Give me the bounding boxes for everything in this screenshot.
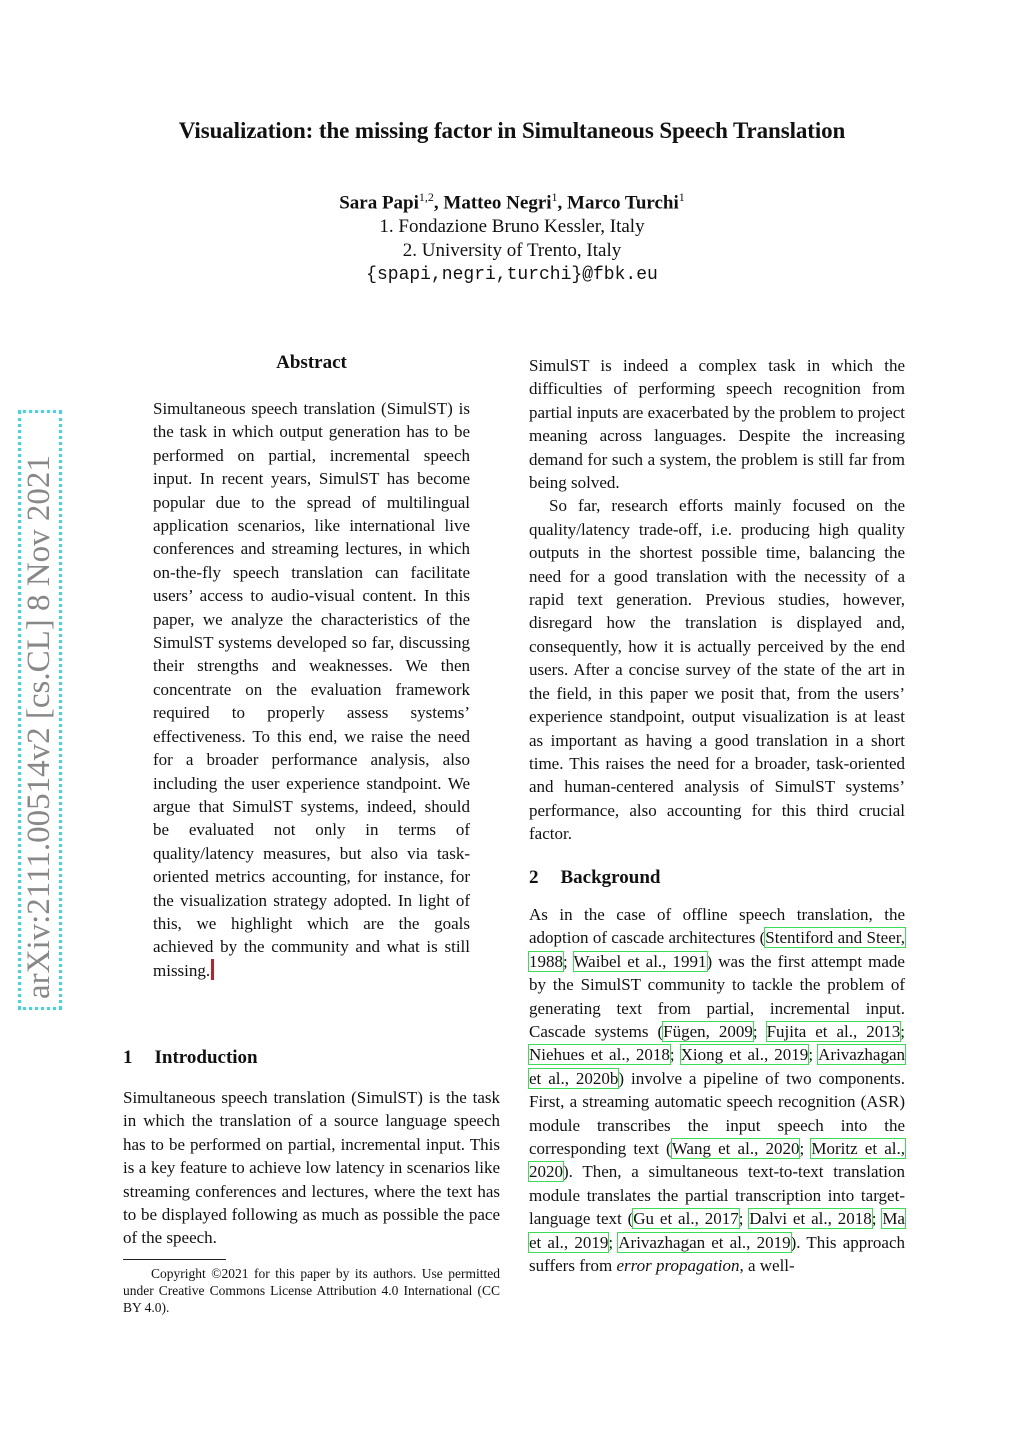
citation-link[interactable]: Fügen, 2009 (663, 1021, 753, 1041)
citation-link[interactable]: Dalvi et al., 2018 (749, 1209, 872, 1229)
author-block (0, 185, 1024, 287)
citation-link[interactable]: Ma et al., 2019 (529, 1209, 905, 1252)
citation-link[interactable]: Moritz et al., 2020 (529, 1139, 905, 1182)
copyright-footnote: Copyright ©2021 for this paper by its authors. Use permitted under Creative Commons License Attribution 4.0 International (CC BY 4.0). (123, 1266, 500, 1315)
citation-link[interactable]: Arivazhagan et al., 2020b (529, 1045, 905, 1088)
citation-link[interactable]: Wang et al., 2020 (671, 1139, 800, 1158)
citation-link[interactable]: Fujita et al., 2013 (766, 1021, 901, 1041)
introduction-paragraph-2: SimulST is indeed a complex task in which the difficulties of performing speech recognition from partial inputs are exacerbated by the problem to project meaning across languages. Despite the increasing demand for such a system, the problem is still far from being solved. (529, 356, 905, 493)
right-column (529, 354, 905, 1277)
text-cursor (211, 959, 214, 980)
citation-link[interactable]: Waibel et al., 1991 (573, 951, 707, 971)
abstract-heading: Abstract (276, 352, 347, 373)
section-number: 1 (123, 1047, 133, 1068)
background-paragraph: As in the case of offline speech translation, the adoption of cascade architectures (Stentiford and Steer, 1988; Waibel et al., 1991) was the first attempt made by the SimulST community to tackle the problem of generating text from partial, incremental input. Cascade systems (Fügen, 2009; Fujita et al., 2013; Niehues et al., 2018; Xiong et al., 2019; Arivazhagan et al., 2020b) involve a pipeline of two components. First, a streaming automatic speech recognition (ASR) module transcribes the input speech into the corresponding text (Wang et al., 2020; Moritz et al., 2020). Then, a simultaneous text-to-text translation module translates the partial transcription into target-language text (Gu et al., 2017; Dalvi et al., 2018; Ma et al., 2019; Arivazhagan et al., 2019). This approach suffers from error propagation, a well- (529, 904, 906, 1276)
section-heading-introduction (123, 1047, 258, 1069)
author-name: Sara Papi (339, 192, 419, 214)
affiliation-2: 2. University of Trento, Italy (402, 240, 622, 262)
abstract-body (153, 397, 470, 982)
arxiv-stamp[interactable]: arXiv:2111.00514v2 [cs.CL] 8 Nov 2021 (18, 410, 62, 1010)
author-affiliation-mark: 1,2 (418, 190, 434, 204)
author-affiliation-mark: 1 (678, 190, 685, 204)
citation-link[interactable]: Niehues et al., 2018 (529, 1045, 670, 1065)
section-heading-background (529, 866, 905, 889)
citation-link[interactable]: Arivazhagan et al., 2019 (618, 1232, 791, 1252)
paper-title: Visualization: the missing factor in Simultaneous Speech Translation (178, 118, 846, 143)
emphasis: error propagation (616, 1256, 740, 1276)
author-name: Matteo Negri (443, 192, 552, 214)
footnote-rule (123, 1259, 226, 1260)
citation-link[interactable]: Gu et al., 2017 (633, 1209, 739, 1229)
section-title: Introduction (154, 1047, 258, 1068)
introduction-paragraph-1: Simultaneous speech translation (SimulST) is the task in which the translation of a source language speech has to be performed on partial, incremental input. This is a key feature to achieve low latency in scenarios like streaming conferences and lectures, where the text has to be displayed following as much as possible the pace of the speech. (123, 1088, 500, 1248)
citation-link[interactable]: Xiong et al., 2019 (680, 1045, 809, 1065)
author-email: {spapi,negri,turchi}@fbk.eu (366, 265, 658, 286)
citation-link[interactable]: Stentiford and Steer, 1988 (529, 928, 905, 971)
section-title: Background (560, 866, 661, 888)
affiliation-1: 1. Fondazione Bruno Kessler, Italy (379, 216, 645, 238)
author-affiliation-mark: 1 (551, 190, 558, 204)
author-name: Marco Turchi (567, 192, 679, 214)
introduction-paragraph-3: So far, research efforts mainly focused on the quality/latency trade-off, i.e. producing high quality outputs in the shortest possible time, balancing the need for a good translation with the necessity of a rapid text generation. Previous studies, however, disregard how the translation is displayed and, consequently, how it is actually perceived by the end users. After a concise survey of the state of the art in the field, in this paper we posit that, from the users’ experience standpoint, output visualization is at least as important as having a good translation in a short time. This raises the need for a broader, task-oriented and human-centered analysis of SimulST systems’ performance, also accounting for this third crucial factor. (529, 496, 905, 844)
abstract-text: Simultaneous speech translation (SimulST) is the task in which output generation has to be performed on partial, incremental speech input. In recent years, SimulST has become popular due to the spread of multilingual application scenarios, like international live conferences and streaming lectures, in which on-the-fly speech translation can facilitate users’ access to audio-visual content. In this paper, we analyze the characteristics of the SimulST systems developed so far, discussing their strengths and weaknesses. We then concentrate on the evaluation framework required to properly assess systems’ effectiveness. To this end, we raise the need for a broader performance analysis, also including the user experience standpoint. We argue that SimulST systems, indeed, should be evaluated not only in terms of quality/latency measures, but also via task-oriented metrics accounting, for instance, for the visualization strategy adopted. In light of this, we highlight which are the goals achieved by the community and what is still missing. (153, 399, 470, 980)
author-list: Sara Papi$^{1,2}$, Matteo Negri$^1$, Marco Turchi$^1$ (339, 190, 685, 214)
section-number: 2 (529, 866, 539, 888)
